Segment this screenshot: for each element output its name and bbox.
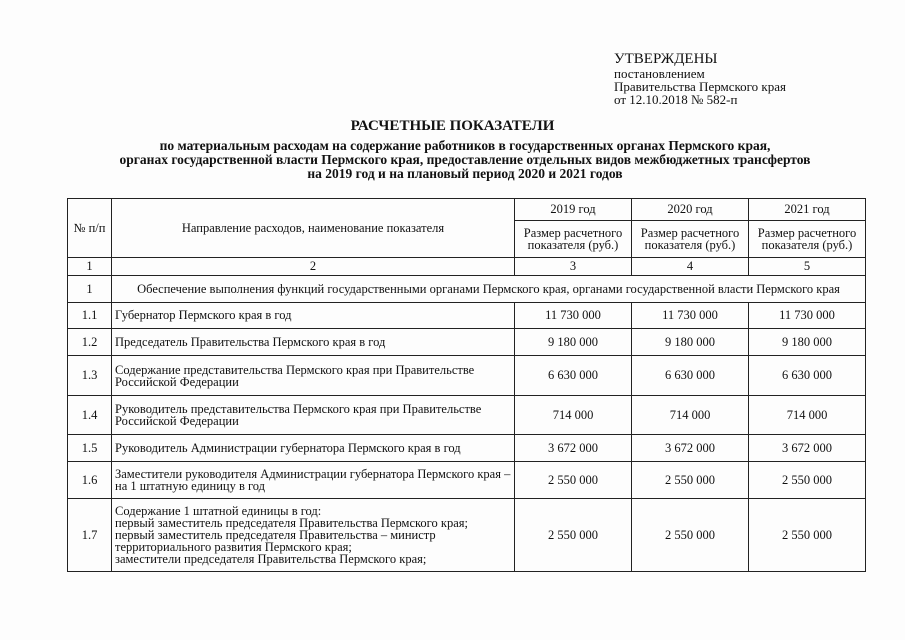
section-num: 1: [68, 276, 112, 303]
row-num: 1.1: [68, 303, 112, 329]
value-2019: 3 672 000: [515, 435, 632, 462]
header-size-2020: Размер расчетного показателя (руб.): [632, 221, 749, 258]
row-num: 1.4: [68, 396, 112, 435]
value-2020: 3 672 000: [632, 435, 749, 462]
table-row: [68, 462, 866, 499]
value-2021: 6 630 000: [749, 356, 866, 396]
row-name: Губернатор Пермского края в год: [112, 303, 515, 329]
section-row: [68, 276, 866, 303]
value-2021: 9 180 000: [749, 329, 866, 356]
value-2019: 11 730 000: [515, 303, 632, 329]
header-size-2019: Размер расчетного показателя (руб.): [515, 221, 632, 258]
table-row: [68, 329, 866, 356]
value-2021: 2 550 000: [749, 499, 866, 572]
row-name: Заместители руководителя Администрации губернатора Пермского края – на 1 штатную единицу в год: [112, 462, 515, 499]
approval-line: постановлением: [614, 66, 705, 81]
row-name-line: заместители председателя Правительства Пермского края;: [115, 552, 427, 566]
value-2021: 2 550 000: [749, 462, 866, 499]
value-2021: 3 672 000: [749, 435, 866, 462]
table-row: [68, 356, 866, 396]
value-2020: 6 630 000: [632, 356, 749, 396]
header-year-2019: 2019 год: [515, 199, 632, 221]
subtitle-line: органах государственной власти Пермского края, предоставление отдельных видов межбюджетных трансфертов: [119, 152, 811, 167]
section-title: Обеспечение выполнения функций государственными органами Пермского края, органами государственной власти Пермского края: [112, 276, 866, 303]
indicators-table: [67, 198, 866, 572]
table-row: [68, 499, 866, 572]
header-direction: Направление расходов, наименование показателя: [112, 199, 515, 258]
row-name-line: первый заместитель председателя Правительства Пермского края;: [115, 516, 468, 530]
column-number: 4: [632, 258, 749, 276]
row-name: Содержание представительства Пермского края при Правительстве Российской Федерации: [112, 356, 515, 396]
approval-heading: УТВЕРЖДЕНЫ: [614, 51, 718, 67]
header-num: № п/п: [68, 199, 112, 258]
table-row: [68, 303, 866, 329]
row-name: Руководитель представительства Пермского края при Правительстве Российской Федерации: [112, 396, 515, 435]
row-name: Председатель Правительства Пермского края в год: [112, 329, 515, 356]
value-2020: 2 550 000: [632, 462, 749, 499]
row-num: 1.6: [68, 462, 112, 499]
row-num: 1.7: [68, 499, 112, 572]
value-2019: 6 630 000: [515, 356, 632, 396]
row-name-line: Содержание 1 штатной единицы в год:: [115, 504, 322, 518]
value-2019: 714 000: [515, 396, 632, 435]
subtitle-line: по материальным расходам на содержание работников в государственных органах Пермского края,: [159, 138, 771, 153]
row-num: 1.2: [68, 329, 112, 356]
document-title: РАСЧЕТНЫЕ ПОКАЗАТЕЛИ: [350, 118, 555, 134]
column-number: 5: [749, 258, 866, 276]
column-number: 3: [515, 258, 632, 276]
document-subtitle: [60, 139, 870, 181]
header-year-2020: 2020 год: [632, 199, 749, 221]
header-row: [68, 199, 866, 221]
value-2021: 714 000: [749, 396, 866, 435]
row-name-line: территориального развития Пермского края;: [115, 540, 352, 554]
row-name: Руководитель Администрации губернатора Пермского края в год: [112, 435, 515, 462]
approval-line: Правительства Пермского края: [614, 79, 786, 94]
column-number: 1: [68, 258, 112, 276]
value-2020: 714 000: [632, 396, 749, 435]
value-2019: 9 180 000: [515, 329, 632, 356]
subtitle-line: на 2019 год и на плановый период 2020 и 2021 годов: [307, 166, 623, 181]
column-number-row: [68, 258, 866, 276]
value-2019: 2 550 000: [515, 499, 632, 572]
value-2020: 11 730 000: [632, 303, 749, 329]
row-name: [112, 499, 515, 572]
approval-date: от 12.10.2018 № 582-п: [614, 92, 738, 107]
header-year-2021: 2021 год: [749, 199, 866, 221]
table-row: [68, 435, 866, 462]
approval-stamp: [614, 52, 786, 106]
column-number: 2: [112, 258, 515, 276]
row-name-line: первый заместитель председателя Правительства – министр: [115, 528, 436, 542]
value-2020: 9 180 000: [632, 329, 749, 356]
row-num: 1.3: [68, 356, 112, 396]
value-2020: 2 550 000: [632, 499, 749, 572]
table-row: [68, 396, 866, 435]
row-num: 1.5: [68, 435, 112, 462]
value-2021: 11 730 000: [749, 303, 866, 329]
header-size-2021: Размер расчетного показателя (руб.): [749, 221, 866, 258]
value-2019: 2 550 000: [515, 462, 632, 499]
